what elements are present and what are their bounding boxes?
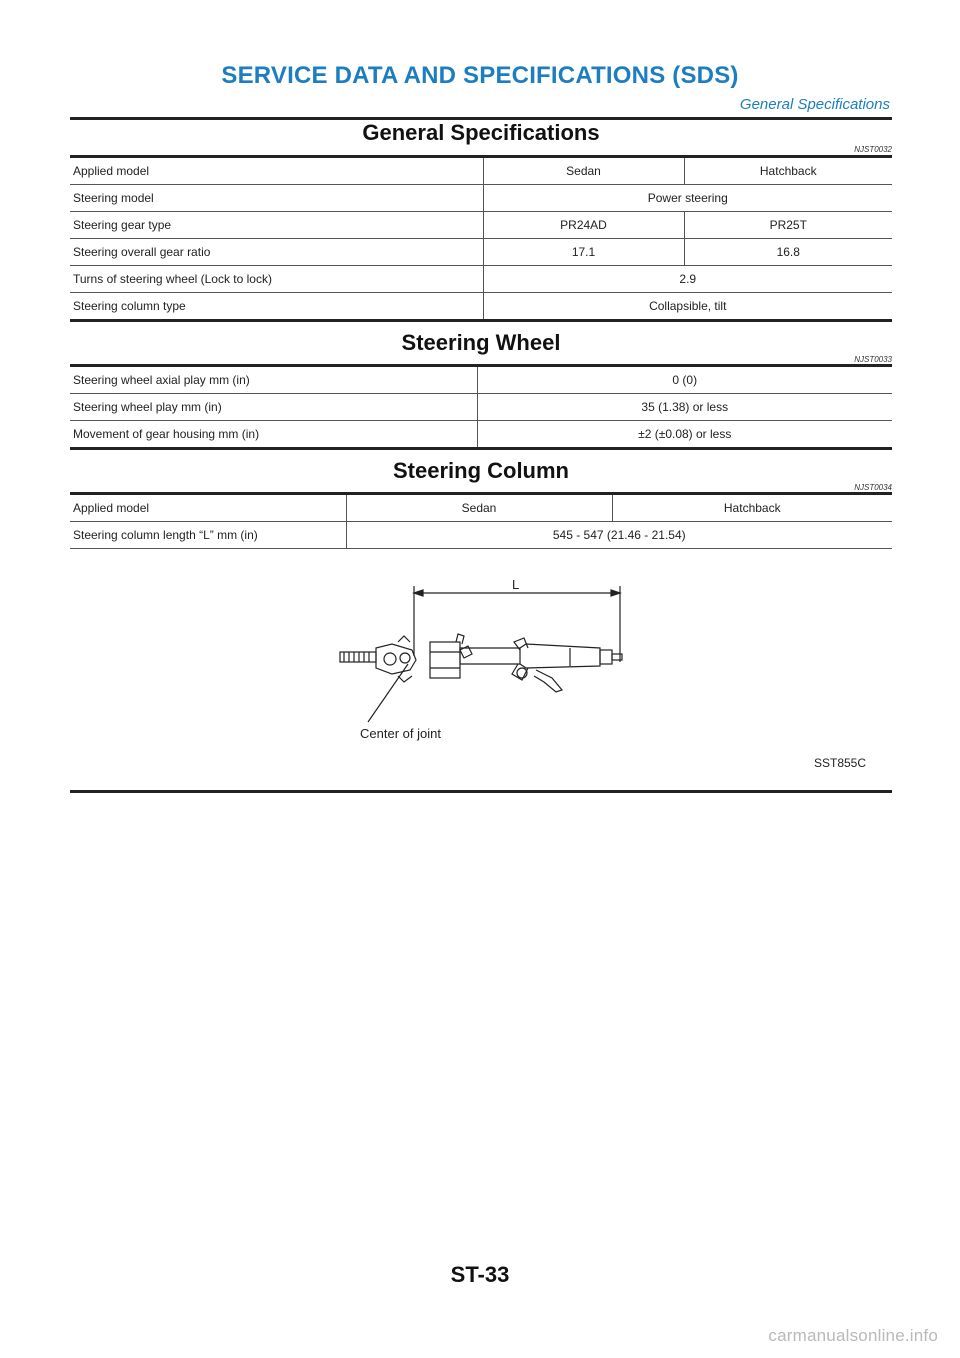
spec-value: 35 (1.38) or less [477,394,892,421]
table-row [70,293,892,321]
spec-value: 545 - 547 (21.46 - 21.54) [346,522,892,549]
table-row [70,394,892,421]
center-of-joint-callout: Center of joint [360,726,441,741]
spec-value: PR24AD [483,212,684,239]
spec-value: Hatchback [612,495,892,522]
spec-label: Steering wheel play mm (in) [70,394,477,421]
spec-label: Turns of steering wheel (Lock to lock) [70,266,483,293]
figure-id: SST855C [814,756,867,770]
spec-label: Steering gear type [70,212,483,239]
spec-value: 0 (0) [477,367,892,394]
table-row [70,495,892,522]
spec-value: Sedan [483,158,684,185]
general-spec-table [70,158,892,322]
spec-value: ±2 (±0.08) or less [477,421,892,449]
table-row [70,266,892,293]
spec-value: 2.9 [483,266,892,293]
spec-label: Steering column length “L” mm (in) [70,522,346,549]
section-code-column: NJST0034 [854,483,892,492]
page-header-title: SERVICE DATA AND SPECIFICATIONS (SDS) [221,62,739,89]
table-row [70,239,892,266]
spec-value: Power steering [483,185,892,212]
table-row [70,212,892,239]
section-heading-general: General Specifications [362,120,600,145]
page-number: ST-33 [450,1262,510,1287]
spec-label: Steering column type [70,293,483,321]
spec-value: 17.1 [483,239,684,266]
spec-value: Sedan [346,495,612,522]
spec-label: Steering wheel axial play mm (in) [70,367,477,394]
table-row [70,158,892,185]
watermark-text: carmanualsonline.info [768,1326,938,1345]
column-spec-table [70,495,892,549]
spec-label: Steering overall gear ratio [70,239,483,266]
page-header-subtitle: General Specifications [739,96,890,113]
table-row [70,185,892,212]
table-row [70,421,892,449]
spec-label: Applied model [70,495,346,522]
spec-value: PR25T [684,212,892,239]
spec-value: 16.8 [684,239,892,266]
wheel-spec-table [70,367,892,450]
spec-value: Hatchback [684,158,892,185]
section-code-general: NJST0032 [854,145,892,154]
section-heading-wheel: Steering Wheel [401,330,561,355]
spec-value: Collapsible, tilt [483,293,892,321]
spec-label: Applied model [70,158,483,185]
figure-bottom-rule [70,790,892,793]
steering-column-illustration [330,578,640,743]
section-code-wheel: NJST0033 [854,355,892,364]
spec-label: Movement of gear housing mm (in) [70,421,477,449]
spec-label: Steering model [70,185,483,212]
table-row [70,367,892,394]
table-row [70,522,892,549]
dimension-label: L [512,578,520,592]
section-heading-column: Steering Column [392,458,569,483]
